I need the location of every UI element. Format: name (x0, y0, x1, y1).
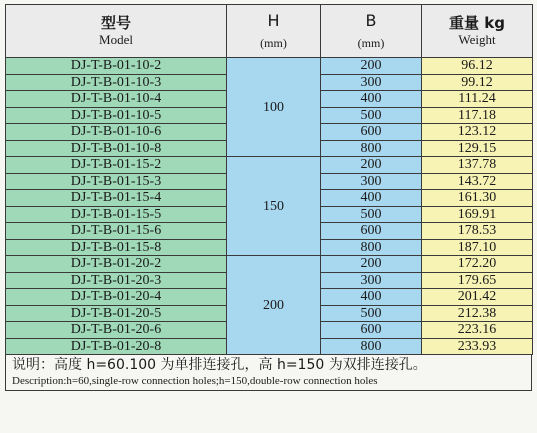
spec-sheet (5, 4, 532, 429)
weight-value-cell: 178.53 (422, 223, 533, 240)
table-row (6, 58, 533, 75)
b-value-cell: 200 (321, 58, 422, 75)
b-value-cell: 500 (321, 206, 422, 223)
weight-value-cell: 179.65 (422, 272, 533, 289)
model-cell: DJ-T-B-01-15-8 (6, 239, 227, 256)
h-header-label: H (267, 11, 280, 30)
table-row (6, 157, 533, 174)
description-note (5, 355, 532, 391)
model-cell: DJ-T-B-01-20-2 (6, 256, 227, 273)
model-cell: DJ-T-B-01-10-3 (6, 74, 227, 91)
model-header-en: Model (99, 32, 133, 47)
table-row (6, 256, 533, 273)
weight-value-cell: 117.18 (422, 107, 533, 124)
model-cell: DJ-T-B-01-20-8 (6, 338, 227, 355)
header-row (6, 5, 533, 58)
b-value-cell: 200 (321, 256, 422, 273)
weight-value-cell: 233.93 (422, 338, 533, 355)
b-value-cell: 800 (321, 338, 422, 355)
h-value-cell: 100 (227, 58, 321, 157)
model-cell: DJ-T-B-01-10-4 (6, 91, 227, 108)
b-value-cell: 400 (321, 289, 422, 306)
spec-table-body (6, 5, 533, 355)
description-zh: 说明：高度 h=60.100 为单排连接孔，高 h=150 为双排连接孔。 (12, 357, 427, 373)
b-value-cell: 200 (321, 157, 422, 174)
b-value-cell: 600 (321, 223, 422, 240)
model-cell: DJ-T-B-01-10-6 (6, 124, 227, 141)
b-header-unit: (mm) (357, 36, 385, 50)
model-cell: DJ-T-B-01-15-3 (6, 173, 227, 190)
h-value-cell: 150 (227, 157, 321, 256)
weight-value-cell: 212.38 (422, 305, 533, 322)
weight-header (422, 5, 533, 58)
b-value-cell: 400 (321, 91, 422, 108)
model-cell: DJ-T-B-01-20-4 (6, 289, 227, 306)
b-header (321, 5, 422, 58)
model-cell: DJ-T-B-01-20-6 (6, 322, 227, 339)
model-cell: DJ-T-B-01-15-5 (6, 206, 227, 223)
b-value-cell: 500 (321, 107, 422, 124)
b-value-cell: 600 (321, 124, 422, 141)
weight-value-cell: 111.24 (422, 91, 533, 108)
b-value-cell: 300 (321, 173, 422, 190)
model-cell: DJ-T-B-01-10-2 (6, 58, 227, 75)
weight-value-cell: 123.12 (422, 124, 533, 141)
b-value-cell: 300 (321, 74, 422, 91)
weight-value-cell: 223.16 (422, 322, 533, 339)
weight-value-cell: 129.15 (422, 140, 533, 157)
weight-value-cell: 161.30 (422, 190, 533, 207)
model-header (6, 5, 227, 58)
weight-value-cell: 169.91 (422, 206, 533, 223)
b-value-cell: 600 (321, 322, 422, 339)
model-cell: DJ-T-B-01-15-4 (6, 190, 227, 207)
description-en: Description:h=60,single-row connection holes;h=150,double-row connection holes (12, 375, 378, 387)
spec-table (5, 4, 533, 355)
weight-value-cell: 172.20 (422, 256, 533, 273)
b-value-cell: 500 (321, 305, 422, 322)
model-cell: DJ-T-B-01-20-5 (6, 305, 227, 322)
b-value-cell: 800 (321, 140, 422, 157)
weight-header-en: Weight (458, 32, 496, 47)
weight-value-cell: 201.42 (422, 289, 533, 306)
model-cell: DJ-T-B-01-10-5 (6, 107, 227, 124)
weight-value-cell: 143.72 (422, 173, 533, 190)
weight-value-cell: 99.12 (422, 74, 533, 91)
weight-value-cell: 137.78 (422, 157, 533, 174)
model-cell: DJ-T-B-01-20-3 (6, 272, 227, 289)
weight-value-cell: 96.12 (422, 58, 533, 75)
h-header (227, 5, 321, 58)
b-value-cell: 400 (321, 190, 422, 207)
model-cell: DJ-T-B-01-10-8 (6, 140, 227, 157)
h-value-cell: 200 (227, 256, 321, 355)
h-header-unit: (mm) (260, 36, 287, 50)
b-header-label: B (365, 11, 377, 30)
model-cell: DJ-T-B-01-15-6 (6, 223, 227, 240)
weight-value-cell: 187.10 (422, 239, 533, 256)
model-cell: DJ-T-B-01-15-2 (6, 157, 227, 174)
b-value-cell: 800 (321, 239, 422, 256)
b-value-cell: 300 (321, 272, 422, 289)
model-header-zh: 型号 (100, 14, 131, 32)
weight-header-zh: 重量 kg (449, 14, 505, 32)
